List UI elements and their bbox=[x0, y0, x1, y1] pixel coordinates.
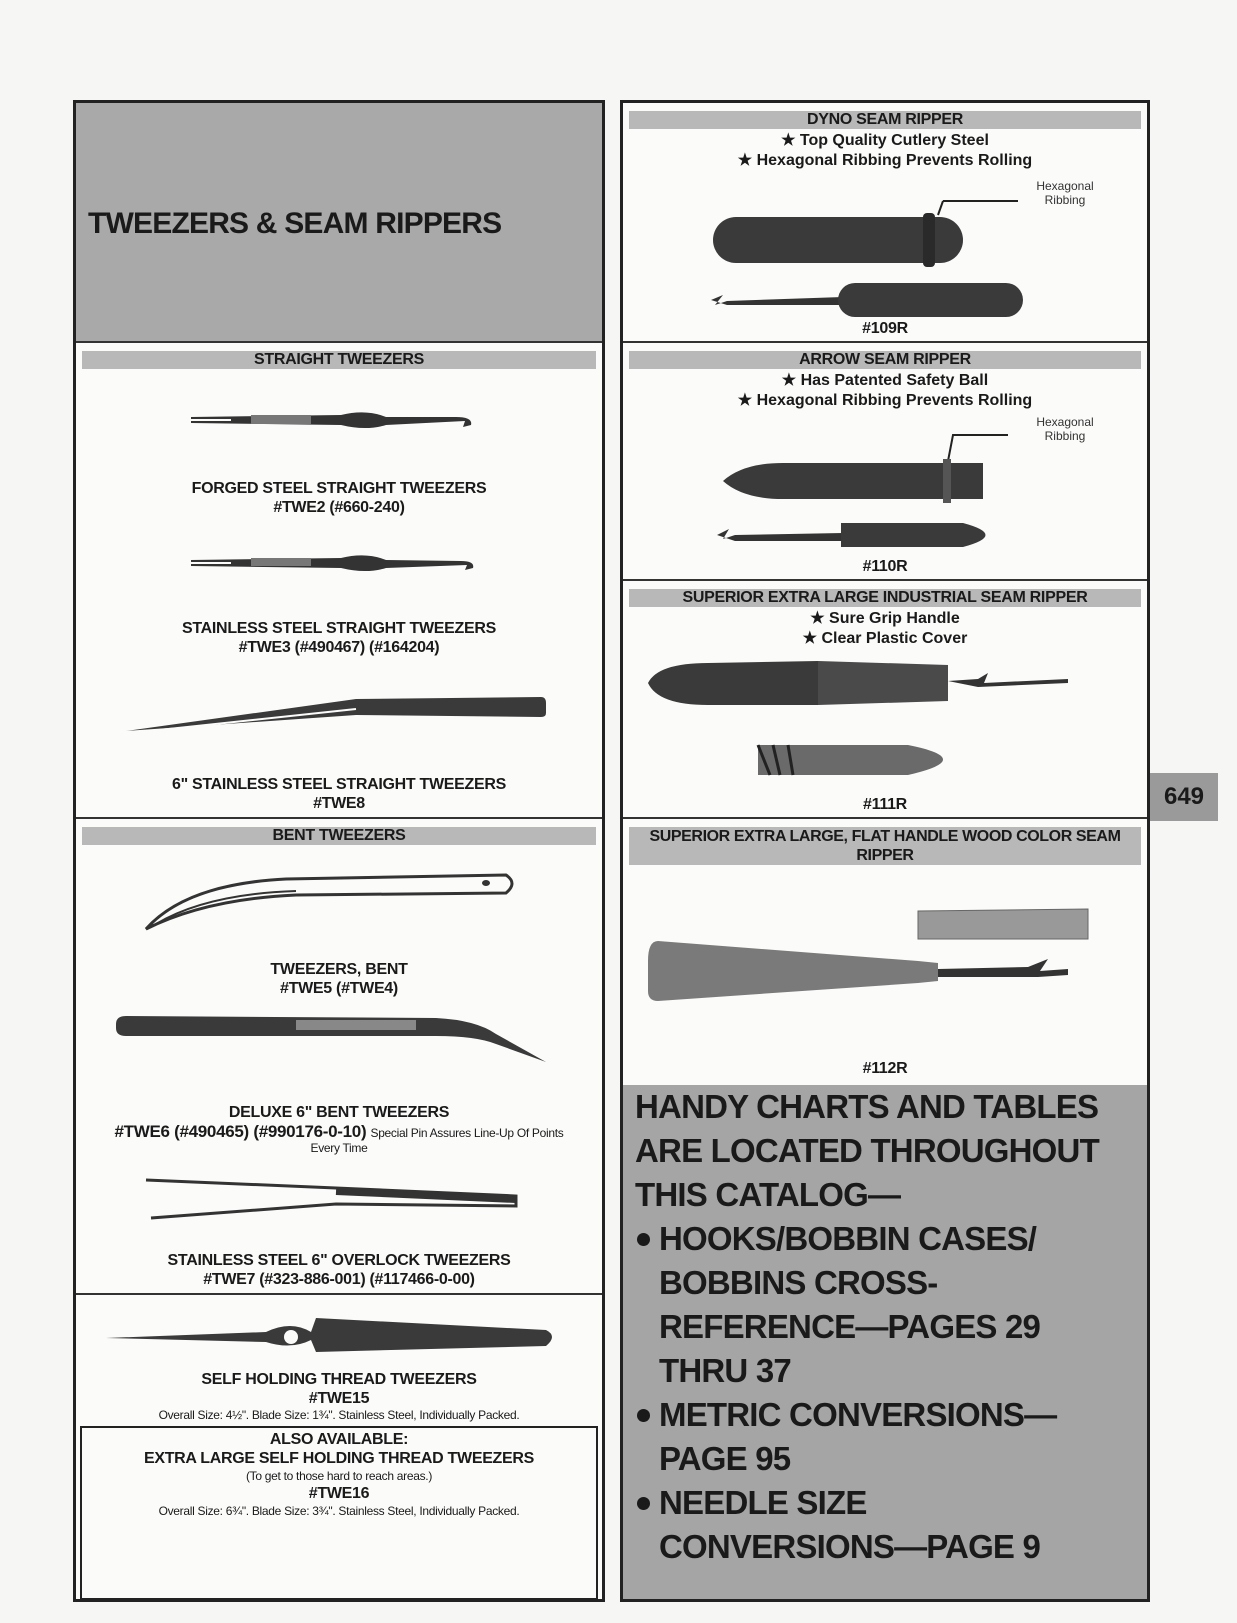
section-title: SUPERIOR EXTRA LARGE INDUSTRIAL SEAM RIPPER bbox=[629, 589, 1141, 607]
dyno-feature-2: ★ Hexagonal Ribbing Prevents Rolling bbox=[737, 152, 1033, 169]
superior-seam-ripper-section bbox=[623, 581, 1147, 819]
self-holding-code: #TWE15 bbox=[308, 1390, 370, 1407]
superior-feature-2: ★ Clear Plastic Cover bbox=[802, 630, 968, 647]
dyno-code: #109R bbox=[862, 320, 908, 337]
deluxe-bent-note: Special Pin Assures Line-Up Of Points bbox=[370, 1126, 564, 1140]
deluxe-bent-name: DELUXE 6" BENT TWEEZERS bbox=[228, 1104, 450, 1121]
flat-handle-seam-ripper-image bbox=[648, 901, 1078, 1011]
deluxe-bent-note-2: Every Time bbox=[310, 1141, 368, 1155]
self-holding-name: SELF HOLDING THREAD TWEEZERS bbox=[201, 1371, 477, 1388]
straight-tweezers-section bbox=[76, 343, 602, 819]
section-title: DYNO SEAM RIPPER bbox=[629, 111, 1141, 129]
flat-title-block bbox=[629, 827, 1141, 865]
forged-tweezers-name: FORGED STEEL STRAIGHT TWEEZERS bbox=[191, 480, 487, 497]
dyno-callout-line-2: Ribbing bbox=[1044, 193, 1086, 207]
also-available-code: #TWE16 bbox=[308, 1485, 370, 1502]
handy-line-4: HOOKS/BOBBIN CASES/ bbox=[659, 1220, 1037, 1257]
handy-line-9: PAGE 95 bbox=[659, 1440, 791, 1477]
bent-tweezers-code: #TWE5 (#TWE4) bbox=[280, 980, 398, 997]
section-title: BENT TWEEZERS bbox=[82, 827, 596, 845]
self-holding-tweezers-image bbox=[106, 1310, 556, 1365]
also-available-spec: Overall Size: 6¾". Blade Size: 3¾". Stainless Steel, Individually Packed. bbox=[158, 1504, 520, 1518]
deluxe-bent-code: #TWE6 (#490465) (#990176-0-10) bbox=[114, 1122, 367, 1141]
section-title: ARROW SEAM RIPPER bbox=[629, 351, 1141, 369]
dyno-seam-ripper-section bbox=[623, 103, 1147, 343]
arrow-feature-2: ★ Hexagonal Ribbing Prevents Rolling bbox=[737, 392, 1033, 409]
also-available-box bbox=[80, 1426, 598, 1600]
superior-seam-ripper-image bbox=[648, 659, 1078, 789]
overlock-tweezers-name: STAINLESS STEEL 6" OVERLOCK TWEEZERS bbox=[167, 1252, 511, 1269]
header-block bbox=[76, 103, 602, 343]
dyno-seam-ripper-image bbox=[713, 195, 1053, 325]
overlock-tweezers-image bbox=[146, 1174, 526, 1224]
left-column bbox=[73, 100, 605, 1602]
handy-line-10: NEEDLE SIZE bbox=[659, 1484, 867, 1521]
also-available-label: ALSO AVAILABLE: bbox=[269, 1431, 409, 1448]
also-available-note: (To get to those hard to reach areas.) bbox=[245, 1469, 433, 1483]
deluxe-bent-code-line bbox=[76, 1122, 602, 1142]
handy-line-3: THIS CATALOG— bbox=[635, 1176, 901, 1213]
arrow-seam-ripper-image bbox=[723, 431, 1023, 551]
six-inch-tweezers-name: 6" STAINLESS STEEL STRAIGHT TWEEZERS bbox=[171, 776, 506, 793]
deluxe-bent-tweezers-image bbox=[116, 1014, 556, 1074]
handy-line-7: THRU 37 bbox=[659, 1352, 791, 1389]
section-title: STRAIGHT TWEEZERS bbox=[82, 351, 596, 369]
arrow-feature-1: ★ Has Patented Safety Ball bbox=[781, 372, 989, 389]
arrow-seam-ripper-section bbox=[623, 343, 1147, 581]
flat-title-line-1: SUPERIOR EXTRA LARGE, FLAT HANDLE WOOD COLOR SEAM bbox=[649, 828, 1121, 845]
page-number-tab: 649 bbox=[1150, 773, 1218, 821]
page-title: TWEEZERS & SEAM RIPPERS bbox=[88, 207, 502, 240]
arrow-callout-line-2: Ribbing bbox=[1044, 429, 1086, 443]
superior-code: #111R bbox=[863, 796, 907, 813]
arrow-callout-line-1: Hexagonal bbox=[1036, 415, 1094, 429]
handy-line-8: METRIC CONVERSIONS— bbox=[659, 1396, 1057, 1433]
bent-tweezers-image bbox=[146, 869, 526, 939]
superior-feature-1: ★ Sure Grip Handle bbox=[810, 610, 960, 627]
handy-line-6: REFERENCE—PAGES 29 bbox=[659, 1308, 1041, 1345]
self-holding-section bbox=[76, 1295, 602, 1602]
handy-line-5: BOBBINS CROSS- bbox=[659, 1264, 938, 1301]
forged-tweezers-image bbox=[191, 403, 481, 443]
forged-tweezers-code: #TWE2 (#660-240) bbox=[273, 499, 405, 516]
flat-handle-seam-ripper-section bbox=[623, 819, 1147, 1085]
bent-tweezers-section bbox=[76, 819, 602, 1295]
handy-line-1: HANDY CHARTS AND TABLES bbox=[635, 1088, 1099, 1125]
dyno-callout-line-1: Hexagonal bbox=[1036, 179, 1094, 193]
stainless-tweezers-image bbox=[191, 548, 481, 583]
handy-line-2: ARE LOCATED THROUGHOUT bbox=[635, 1132, 1099, 1169]
stainless-tweezers-name: STAINLESS STEEL STRAIGHT TWEEZERS bbox=[182, 620, 496, 637]
six-inch-tweezers-code: #TWE8 bbox=[313, 795, 365, 812]
flat-code: #112R bbox=[862, 1060, 908, 1077]
stainless-tweezers-code: #TWE3 (#490467) (#164204) bbox=[238, 639, 440, 656]
self-holding-spec: Overall Size: 4½". Blade Size: 1¾". Stainless Steel, Individually Packed. bbox=[158, 1408, 520, 1422]
flat-title-line-2: RIPPER bbox=[856, 847, 914, 864]
handy-line-11: CONVERSIONS—PAGE 9 bbox=[659, 1528, 1041, 1565]
bullet-icon bbox=[637, 1497, 650, 1510]
also-available-name: EXTRA LARGE SELF HOLDING THREAD TWEEZERS bbox=[143, 1450, 535, 1467]
bullet-icon bbox=[637, 1233, 650, 1246]
arrow-code: #110R bbox=[862, 558, 908, 575]
dyno-feature-1: ★ Top Quality Cutlery Steel bbox=[781, 132, 989, 149]
bent-tweezers-name: TWEEZERS, BENT bbox=[270, 961, 408, 978]
overlock-tweezers-code: #TWE7 (#323-886-001) (#117466-0-00) bbox=[203, 1271, 475, 1288]
arrow-callout bbox=[1025, 415, 1105, 443]
handy-charts-notice bbox=[623, 1085, 1147, 1599]
bullet-icon bbox=[637, 1409, 650, 1422]
six-inch-tweezers-image bbox=[126, 693, 546, 738]
right-column bbox=[620, 100, 1150, 1602]
